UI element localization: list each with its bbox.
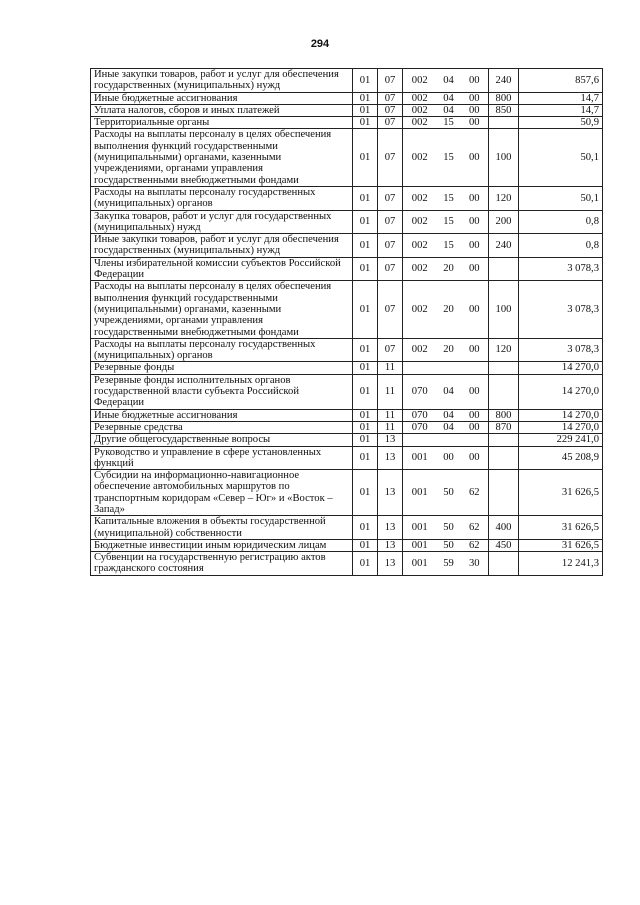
table-row	[91, 516, 603, 540]
target-article-code-1: 002	[403, 129, 437, 186]
target-article-code-3: 00	[461, 257, 489, 281]
amount: 45 208,9	[519, 446, 603, 470]
subsection-code: 11	[378, 409, 403, 421]
amount: 50,9	[519, 117, 603, 129]
target-article-code-1: 002	[403, 186, 437, 210]
target-article-code-2	[437, 434, 461, 446]
expense-type-code: 850	[489, 104, 519, 116]
target-article-code-3: 00	[461, 421, 489, 433]
row-name: Иные закупки товаров, работ и услуг для обеспечения государственных (муниципальных) нужд	[91, 69, 353, 93]
subsection-code: 11	[378, 421, 403, 433]
row-name: Расходы на выплаты персоналу государственных (муниципальных) органов	[91, 186, 353, 210]
expense-type-code: 240	[489, 69, 519, 93]
table-row	[91, 104, 603, 116]
target-article-code-1: 002	[403, 210, 437, 234]
expense-type-code: 400	[489, 516, 519, 540]
target-article-code-2: 50	[437, 516, 461, 540]
expense-type-code: 200	[489, 210, 519, 234]
target-article-code-2: 04	[437, 421, 461, 433]
target-article-code-2: 20	[437, 257, 461, 281]
table-row	[91, 281, 603, 338]
subsection-code: 13	[378, 552, 403, 576]
target-article-code-2: 20	[437, 338, 461, 362]
section-code: 01	[353, 446, 378, 470]
expense-type-code: 120	[489, 186, 519, 210]
section-code: 01	[353, 104, 378, 116]
target-article-code-3	[461, 434, 489, 446]
target-article-code-3: 00	[461, 69, 489, 93]
target-article-code-2: 59	[437, 552, 461, 576]
row-name: Бюджетные инвестиции иным юридическим лицам	[91, 539, 353, 551]
row-name: Члены избирательной комиссии субъектов Российской Федерации	[91, 257, 353, 281]
amount: 3 078,3	[519, 257, 603, 281]
subsection-code: 07	[378, 186, 403, 210]
amount: 14 270,0	[519, 421, 603, 433]
section-code: 01	[353, 281, 378, 338]
target-article-code-2: 04	[437, 104, 461, 116]
row-name: Субвенции на государственную регистрацию актов гражданского состояния	[91, 552, 353, 576]
target-article-code-3: 00	[461, 210, 489, 234]
subsection-code: 13	[378, 470, 403, 516]
row-name: Иные закупки товаров, работ и услуг для обеспечения государственных (муниципальных) нужд	[91, 234, 353, 258]
expense-type-code: 100	[489, 129, 519, 186]
section-code: 01	[353, 539, 378, 551]
target-article-code-2: 50	[437, 470, 461, 516]
section-code: 01	[353, 92, 378, 104]
table-row	[91, 210, 603, 234]
target-article-code-3: 00	[461, 409, 489, 421]
target-article-code-1: 002	[403, 69, 437, 93]
target-article-code-3: 00	[461, 129, 489, 186]
section-code: 01	[353, 421, 378, 433]
table-row	[91, 446, 603, 470]
section-code: 01	[353, 338, 378, 362]
section-code: 01	[353, 470, 378, 516]
target-article-code-1	[403, 362, 437, 374]
subsection-code: 07	[378, 234, 403, 258]
section-code: 01	[353, 234, 378, 258]
target-article-code-2: 15	[437, 117, 461, 129]
amount: 857,6	[519, 69, 603, 93]
expense-type-code	[489, 552, 519, 576]
row-name: Расходы на выплаты персоналу в целях обеспечения выполнения функций государственными (муниципальными) органами, казенными учреждениями, органами управления государственными внебюджетными фондами	[91, 129, 353, 186]
target-article-code-3: 62	[461, 470, 489, 516]
amount: 14,7	[519, 92, 603, 104]
amount: 12 241,3	[519, 552, 603, 576]
table-row	[91, 374, 603, 409]
amount: 31 626,5	[519, 516, 603, 540]
row-name: Резервные средства	[91, 421, 353, 433]
target-article-code-1: 002	[403, 117, 437, 129]
amount: 50,1	[519, 186, 603, 210]
target-article-code-3: 00	[461, 374, 489, 409]
section-code: 01	[353, 552, 378, 576]
target-article-code-1: 002	[403, 92, 437, 104]
row-name: Резервные фонды исполнительных органов государственной власти субъекта Российской Федерации	[91, 374, 353, 409]
row-name: Резервные фонды	[91, 362, 353, 374]
section-code: 01	[353, 210, 378, 234]
target-article-code-2: 04	[437, 374, 461, 409]
table-row	[91, 470, 603, 516]
expense-type-code: 800	[489, 92, 519, 104]
target-article-code-1: 070	[403, 409, 437, 421]
target-article-code-3: 00	[461, 446, 489, 470]
subsection-code: 11	[378, 362, 403, 374]
row-name: Расходы на выплаты персоналу государственных (муниципальных) органов	[91, 338, 353, 362]
subsection-code: 07	[378, 92, 403, 104]
target-article-code-1: 070	[403, 374, 437, 409]
subsection-code: 07	[378, 338, 403, 362]
table-row	[91, 434, 603, 446]
subsection-code: 07	[378, 210, 403, 234]
subsection-code: 13	[378, 434, 403, 446]
section-code: 01	[353, 362, 378, 374]
target-article-code-1: 001	[403, 539, 437, 551]
target-article-code-3: 00	[461, 117, 489, 129]
amount: 229 241,0	[519, 434, 603, 446]
section-code: 01	[353, 129, 378, 186]
target-article-code-1: 002	[403, 104, 437, 116]
row-name: Субсидии на информационно-навигационное обеспечение автомобильных маршрутов по транспортным коридорам «Север – Юг» и «Восток – Запад»	[91, 470, 353, 516]
target-article-code-3: 00	[461, 104, 489, 116]
subsection-code: 07	[378, 257, 403, 281]
target-article-code-2: 15	[437, 234, 461, 258]
subsection-code: 07	[378, 117, 403, 129]
table-row	[91, 257, 603, 281]
table-row	[91, 338, 603, 362]
target-article-code-1: 002	[403, 281, 437, 338]
target-article-code-1: 001	[403, 470, 437, 516]
target-article-code-2: 20	[437, 281, 461, 338]
subsection-code: 13	[378, 516, 403, 540]
row-name: Территориальные органы	[91, 117, 353, 129]
row-name: Закупка товаров, работ и услуг для государственных (муниципальных) нужд	[91, 210, 353, 234]
row-name: Иные бюджетные ассигнования	[91, 409, 353, 421]
subsection-code: 07	[378, 69, 403, 93]
section-code: 01	[353, 186, 378, 210]
target-article-code-3: 30	[461, 552, 489, 576]
table-row	[91, 92, 603, 104]
target-article-code-3: 00	[461, 281, 489, 338]
expense-type-code	[489, 257, 519, 281]
subsection-code: 13	[378, 446, 403, 470]
target-article-code-2: 15	[437, 210, 461, 234]
table-row	[91, 186, 603, 210]
section-code: 01	[353, 516, 378, 540]
target-article-code-2: 00	[437, 446, 461, 470]
target-article-code-3: 00	[461, 92, 489, 104]
row-name: Другие общегосударственные вопросы	[91, 434, 353, 446]
row-name: Руководство и управление в сфере установленных функций	[91, 446, 353, 470]
expense-type-code: 870	[489, 421, 519, 433]
expense-type-code	[489, 362, 519, 374]
expense-type-code: 800	[489, 409, 519, 421]
amount: 3 078,3	[519, 281, 603, 338]
target-article-code-1: 001	[403, 446, 437, 470]
table-row	[91, 234, 603, 258]
target-article-code-3: 00	[461, 234, 489, 258]
target-article-code-2: 15	[437, 129, 461, 186]
target-article-code-2: 04	[437, 92, 461, 104]
target-article-code-2	[437, 362, 461, 374]
target-article-code-3: 00	[461, 186, 489, 210]
table-row	[91, 409, 603, 421]
section-code: 01	[353, 374, 378, 409]
section-code: 01	[353, 409, 378, 421]
target-article-code-2: 04	[437, 69, 461, 93]
target-article-code-1: 002	[403, 338, 437, 362]
subsection-code: 13	[378, 539, 403, 551]
expense-type-code: 240	[489, 234, 519, 258]
row-name: Уплата налогов, сборов и иных платежей	[91, 104, 353, 116]
table-row	[91, 421, 603, 433]
amount: 31 626,5	[519, 470, 603, 516]
amount: 14 270,0	[519, 374, 603, 409]
amount: 50,1	[519, 129, 603, 186]
subsection-code: 11	[378, 374, 403, 409]
target-article-code-1: 002	[403, 257, 437, 281]
section-code: 01	[353, 69, 378, 93]
amount: 31 626,5	[519, 539, 603, 551]
amount: 0,8	[519, 210, 603, 234]
target-article-code-3: 00	[461, 338, 489, 362]
expense-type-code	[489, 434, 519, 446]
amount: 14,7	[519, 104, 603, 116]
expense-type-code	[489, 446, 519, 470]
target-article-code-3	[461, 362, 489, 374]
amount: 14 270,0	[519, 409, 603, 421]
target-article-code-2: 50	[437, 539, 461, 551]
table-body	[91, 69, 603, 576]
target-article-code-1	[403, 434, 437, 446]
target-article-code-3: 62	[461, 539, 489, 551]
amount: 0,8	[519, 234, 603, 258]
target-article-code-1: 070	[403, 421, 437, 433]
expense-type-code	[489, 470, 519, 516]
section-code: 01	[353, 434, 378, 446]
expense-type-code	[489, 374, 519, 409]
table-row	[91, 117, 603, 129]
row-name: Иные бюджетные ассигнования	[91, 92, 353, 104]
section-code: 01	[353, 117, 378, 129]
row-name: Расходы на выплаты персоналу в целях обеспечения выполнения функций государственными (муниципальными) органами, казенными учреждениями, органами управления государственными внебюджетными фондами	[91, 281, 353, 338]
amount: 3 078,3	[519, 338, 603, 362]
expense-type-code	[489, 117, 519, 129]
target-article-code-1: 001	[403, 552, 437, 576]
expense-type-code: 100	[489, 281, 519, 338]
target-article-code-2: 04	[437, 409, 461, 421]
budget-table	[90, 68, 603, 576]
table-row	[91, 129, 603, 186]
table-row	[91, 552, 603, 576]
subsection-code: 07	[378, 281, 403, 338]
amount: 14 270,0	[519, 362, 603, 374]
target-article-code-1: 001	[403, 516, 437, 540]
page-number: 294	[310, 38, 330, 50]
target-article-code-2: 15	[437, 186, 461, 210]
target-article-code-1: 002	[403, 234, 437, 258]
table-row	[91, 539, 603, 551]
row-name: Капитальные вложения в объекты государственной (муниципальной) собственности	[91, 516, 353, 540]
expense-type-code: 450	[489, 539, 519, 551]
subsection-code: 07	[378, 129, 403, 186]
target-article-code-3: 62	[461, 516, 489, 540]
table-row	[91, 362, 603, 374]
subsection-code: 07	[378, 104, 403, 116]
section-code: 01	[353, 257, 378, 281]
expense-type-code: 120	[489, 338, 519, 362]
table-row	[91, 69, 603, 93]
